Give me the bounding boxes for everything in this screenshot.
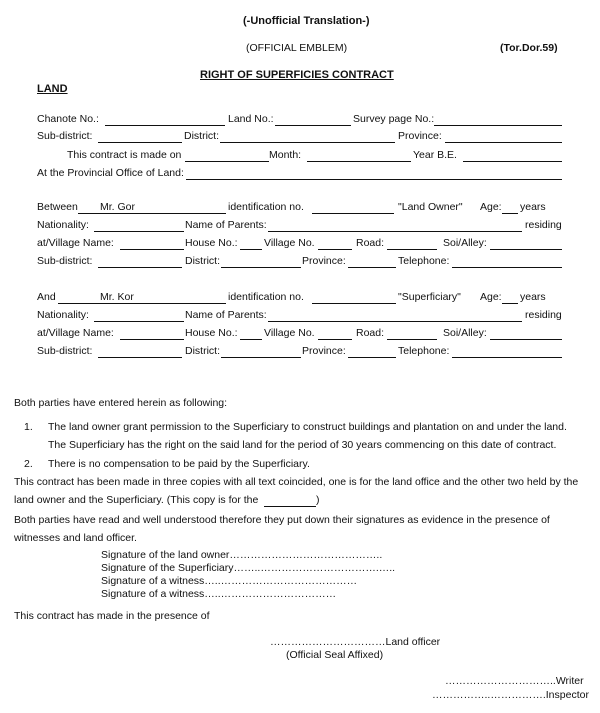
party1-province-field[interactable] bbox=[348, 267, 396, 268]
party1-sub-district-label: Sub-district: bbox=[37, 255, 93, 267]
term2-text: There is no compensation to be paid by the Superficiary. bbox=[48, 458, 310, 470]
party2-sub-district-field[interactable] bbox=[98, 357, 182, 358]
party1-id-field[interactable] bbox=[312, 213, 394, 214]
party1-house-no-field[interactable] bbox=[240, 249, 262, 250]
party1-road-field[interactable] bbox=[387, 249, 437, 250]
party2-parents-field[interactable] bbox=[268, 321, 522, 322]
party2-sub-district-label: Sub-district: bbox=[37, 345, 93, 357]
party2-age-label: Age: bbox=[480, 291, 502, 303]
party1-village-no-label: Village No. bbox=[264, 237, 315, 249]
and-label: And bbox=[37, 291, 56, 303]
party2-soi-field[interactable] bbox=[490, 339, 562, 340]
party1-telephone-label: Telephone: bbox=[398, 255, 450, 267]
party1-village-name-label: at/Village Name: bbox=[37, 237, 114, 249]
party1-id-label: identification no. bbox=[228, 201, 304, 213]
party2-telephone-field[interactable] bbox=[452, 357, 562, 358]
land-no-field[interactable] bbox=[275, 125, 351, 126]
year-label: Year B.E. bbox=[413, 149, 457, 161]
party2-id-field[interactable] bbox=[312, 303, 396, 304]
survey-page-field[interactable] bbox=[434, 125, 562, 126]
party1-telephone-field[interactable] bbox=[452, 267, 562, 268]
term1-line2: The Superficiary has the right on the said land for the period of 30 years commencing on this date of contract. bbox=[48, 439, 557, 451]
made-on-label: This contract is made on bbox=[67, 149, 182, 161]
party2-name: Mr. Kor bbox=[100, 291, 134, 303]
land-officer-signature: ……………………………Land officer bbox=[270, 636, 441, 648]
party1-road-label: Road: bbox=[356, 237, 385, 249]
party2-district-label: District: bbox=[185, 345, 220, 357]
term2-number: 2. bbox=[24, 458, 33, 470]
term1-line1: The land owner grant permission to the Superficiary to construct buildings and plantation on and under the land. bbox=[48, 421, 567, 433]
party1-district-label: District: bbox=[185, 255, 220, 267]
chanote-field[interactable] bbox=[105, 125, 225, 126]
party2-residing-label: residing bbox=[525, 309, 562, 321]
sub-district-field[interactable] bbox=[98, 142, 182, 143]
signature-owner: Signature of the land owner…………………………………….. bbox=[101, 549, 383, 561]
survey-page-label: Survey page No.: bbox=[353, 113, 435, 125]
party1-house-no-label: House No.: bbox=[185, 237, 238, 249]
party1-age-field[interactable] bbox=[502, 213, 518, 214]
party2-village-no-field[interactable] bbox=[318, 339, 352, 340]
party1-village-name-field[interactable] bbox=[120, 249, 184, 250]
district-label: District: bbox=[184, 130, 219, 142]
party2-nationality-label: Nationality: bbox=[37, 309, 89, 321]
inspector-signature: ……………..…………….Inspector bbox=[432, 689, 589, 701]
copies-close: ) bbox=[316, 494, 320, 506]
province-field[interactable] bbox=[445, 142, 562, 143]
form-code: (Tor.Dor.59) bbox=[500, 42, 558, 54]
official-seal-note: (Official Seal Affixed) bbox=[286, 649, 384, 661]
party2-province-label: Province: bbox=[302, 345, 346, 357]
party1-nationality-label: Nationality: bbox=[37, 219, 89, 231]
office-label: At the Provincial Office of Land: bbox=[37, 167, 184, 179]
party1-sub-district-field[interactable] bbox=[98, 267, 182, 268]
month-field[interactable] bbox=[307, 161, 411, 162]
party1-age-label: Age: bbox=[480, 201, 502, 213]
sub-district-label: Sub-district: bbox=[37, 130, 93, 142]
writer-signature: …………………………..Writer bbox=[445, 675, 584, 687]
party1-residing-label: residing bbox=[525, 219, 562, 231]
party2-province-field[interactable] bbox=[348, 357, 396, 358]
chanote-label: Chanote No.: bbox=[37, 113, 99, 125]
party1-district-field[interactable] bbox=[221, 267, 301, 268]
province-label: Province: bbox=[398, 130, 442, 142]
office-field[interactable] bbox=[186, 179, 562, 180]
party2-name-field[interactable] bbox=[58, 303, 226, 304]
month-label: Month: bbox=[269, 149, 302, 161]
understood-line2: witnesses and land officer. bbox=[14, 532, 137, 544]
emblem-label: (OFFICIAL EMBLEM) bbox=[246, 42, 348, 54]
party1-parents-label: Name of Parents: bbox=[185, 219, 267, 231]
page-title: RIGHT OF SUPERFICIES CONTRACT bbox=[200, 69, 394, 81]
party1-nationality-field[interactable] bbox=[94, 231, 184, 232]
year-field[interactable] bbox=[463, 161, 562, 162]
party1-role: "Land Owner" bbox=[398, 201, 463, 213]
party2-nationality-field[interactable] bbox=[94, 321, 184, 322]
party2-age-field[interactable] bbox=[502, 303, 518, 304]
party2-house-no-field[interactable] bbox=[240, 339, 262, 340]
party2-parents-label: Name of Parents: bbox=[185, 309, 267, 321]
party2-role: "Superficiary" bbox=[398, 291, 461, 303]
party1-province-label: Province: bbox=[302, 255, 346, 267]
party2-village-name-label: at/Village Name: bbox=[37, 327, 114, 339]
party2-telephone-label: Telephone: bbox=[398, 345, 450, 357]
party1-parents-field[interactable] bbox=[268, 231, 522, 232]
party1-soi-field[interactable] bbox=[490, 249, 562, 250]
signature-superficiary: Signature of the Superficiary……..…………………………….….. bbox=[101, 562, 396, 574]
land-no-label: Land No.: bbox=[228, 113, 274, 125]
party2-road-label: Road: bbox=[356, 327, 385, 339]
translation-note: (-Unofficial Translation-) bbox=[243, 15, 370, 27]
party2-id-label: identification no. bbox=[228, 291, 304, 303]
party2-house-no-label: House No.: bbox=[185, 327, 238, 339]
section-land: LAND bbox=[37, 83, 68, 95]
understood-line1: Both parties have read and well understood therefore they put down their signatures as evidence in the presence of bbox=[14, 514, 550, 526]
party1-village-no-field[interactable] bbox=[318, 249, 352, 250]
party2-years-label: years bbox=[520, 291, 546, 303]
signature-witness-2: Signature of a witness…..…………………………… bbox=[101, 588, 337, 600]
party2-road-field[interactable] bbox=[387, 339, 437, 340]
party1-name: Mr. Gor bbox=[100, 201, 136, 213]
party2-village-name-field[interactable] bbox=[120, 339, 184, 340]
presence-label: This contract has made in the presence of bbox=[14, 610, 210, 622]
party2-soi-label: Soi/Alley: bbox=[443, 327, 487, 339]
district-field[interactable] bbox=[220, 142, 395, 143]
party1-years-label: years bbox=[520, 201, 546, 213]
copies-line1: This contract has been made in three copies with all text coincided, one is for the land office and the other two held by the bbox=[14, 476, 579, 488]
party2-village-no-label: Village No. bbox=[264, 327, 315, 339]
term1-number: 1. bbox=[24, 421, 33, 433]
party1-soi-label: Soi/Alley: bbox=[443, 237, 487, 249]
terms-intro: Both parties have entered herein as following: bbox=[14, 397, 228, 409]
between-label: Between bbox=[37, 201, 78, 213]
party2-district-field[interactable] bbox=[221, 357, 301, 358]
copy-for-field[interactable] bbox=[264, 506, 316, 507]
signature-witness-1: Signature of a witness…..………………………………… bbox=[101, 575, 358, 587]
copies-line2: land owner and the Superficiary. (This copy is for the bbox=[14, 494, 259, 506]
day-field[interactable] bbox=[185, 161, 269, 162]
